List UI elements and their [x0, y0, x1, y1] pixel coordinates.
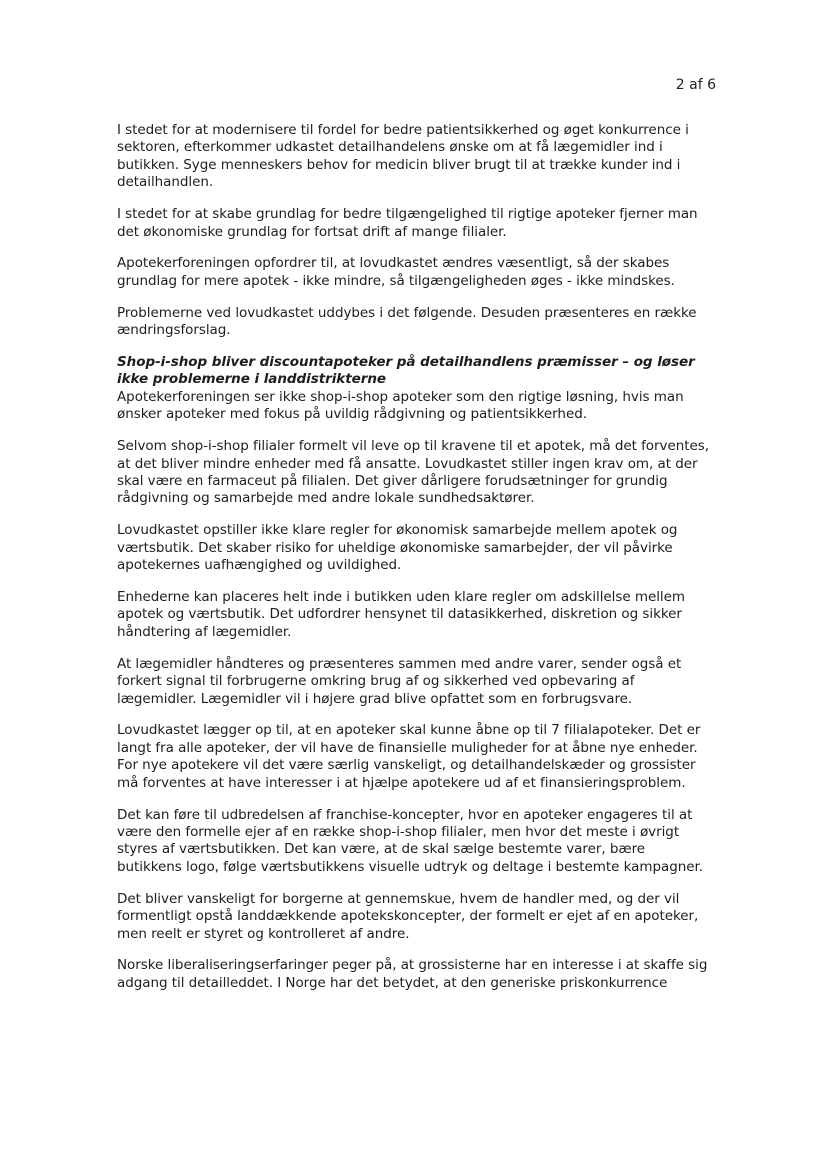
paragraph: Det bliver vanskeligt for borgerne at gennemskue, hvem de handler med, og der vil formentligt opstå landdækkende apotekskoncepter, der formelt er ejet af en apoteker, men reelt er styret og kontrolleret af andre.: [117, 890, 699, 942]
section-heading: Shop-i-shop bliver discountapoteker på detailhandlens præmisser – og løser ikke problemerne i landdistrikterne: [117, 354, 695, 388]
paragraph: Norske liberaliseringserfaringer peger på, at grossisterne har en interesse i at skaffe sig adgang til detailleddet. I Norge har det betydet, at den generiske priskonkurrence: [117, 957, 708, 991]
paragraph: Lovudkastet lægger op til, at en apoteker skal kunne åbne op til 7 filialapoteker. Det er langt fra alle apoteker, der vil have de finansielle muligheder for at åbne nye enheder. For nye apotekere vil det være særlig vanskeligt, og detailhandelskæder og grossister må forventes at have interesser i at hjælpe apotekere ud af et finansieringsproblem.: [117, 722, 701, 791]
paragraph: Apotekerforeningen opfordrer til, at lovudkastet ændres væsentligt, så der skabes grundlag for mere apotek - ikke mindre, så tilgængeligheden øges - ikke mindskes.: [117, 255, 675, 289]
paragraph: At lægemidler håndteres og præsenteres sammen med andre varer, sender også et forkert signal til forbrugerne omkring brug af og sikkerhed ved opbevaring af lægemidler. Lægemidler vil i højere grad blive opfattet som en forbrugsvare.: [117, 655, 682, 707]
paragraph: Lovudkastet opstiller ikke klare regler for økonomisk samarbejde mellem apotek og værtsbutik. Det skaber risiko for uheldige økonomiske samarbejder, der vil påvirke apotekernes uafhængighed og uvildighed.: [117, 522, 678, 574]
paragraph: I stedet for at modernisere til fordel for bedre patientsikkerhed og øget konkurrence i sektoren, efterkommer udkastet detailhandelens ønske om at få lægemidler ind i butikken. Syge menneskers behov for medicin bliver brugt til at trække kunder ind i detailhandlen.: [117, 122, 689, 191]
paragraph: Enhederne kan placeres helt inde i butikken uden klare regler om adskillelse mellem apotek og værtsbutik. Det udfordrer hensynet til datasikkerhed, diskretion og sikker håndtering af lægemidler.: [117, 589, 685, 640]
paragraph: Selvom shop-i-shop filialer formelt vil leve op til kravene til et apotek, må det forventes, at det bliver mindre enheder med få ansatte. Lovudkastet stiller ingen krav om, at der skal være en farmaceut på filialen. Det giver dårligere forudsætninger for grundig rådgivning og samarbejde med andre lokale sundhedsaktører.: [117, 438, 709, 507]
paragraph: Det kan føre til udbredelsen af franchise-koncepter, hvor en apoteker engageres til at være den formelle ejer af en række shop-i-shop filialer, men hvor det meste i øvrigt styres af værtsbutikken. Det kan være, at de skal sælge bestemte varer, bære butikkens logo, følge værtsbutikkens visuelle udtryk og deltage i bestemte kampagner.: [117, 806, 703, 875]
paragraph: Problemerne ved lovudkastet uddybes i det følgende. Desuden præsenteres en række ændringsforslag.: [117, 304, 697, 339]
document-body: [117, 122, 714, 1007]
paragraph: I stedet for at skabe grundlag for bedre tilgængelighed til rigtige apoteker fjerner man det økonomiske grundlag for fortsat drift af mange filialer.: [117, 206, 698, 240]
paragraph: Apotekerforeningen ser ikke shop-i-shop apoteker som den rigtige løsning, hvis man ønsker apoteker med fokus på uvildig rådgivning og patientsikkerhed.: [117, 388, 684, 423]
page-number: 2 af 6: [675, 77, 716, 93]
